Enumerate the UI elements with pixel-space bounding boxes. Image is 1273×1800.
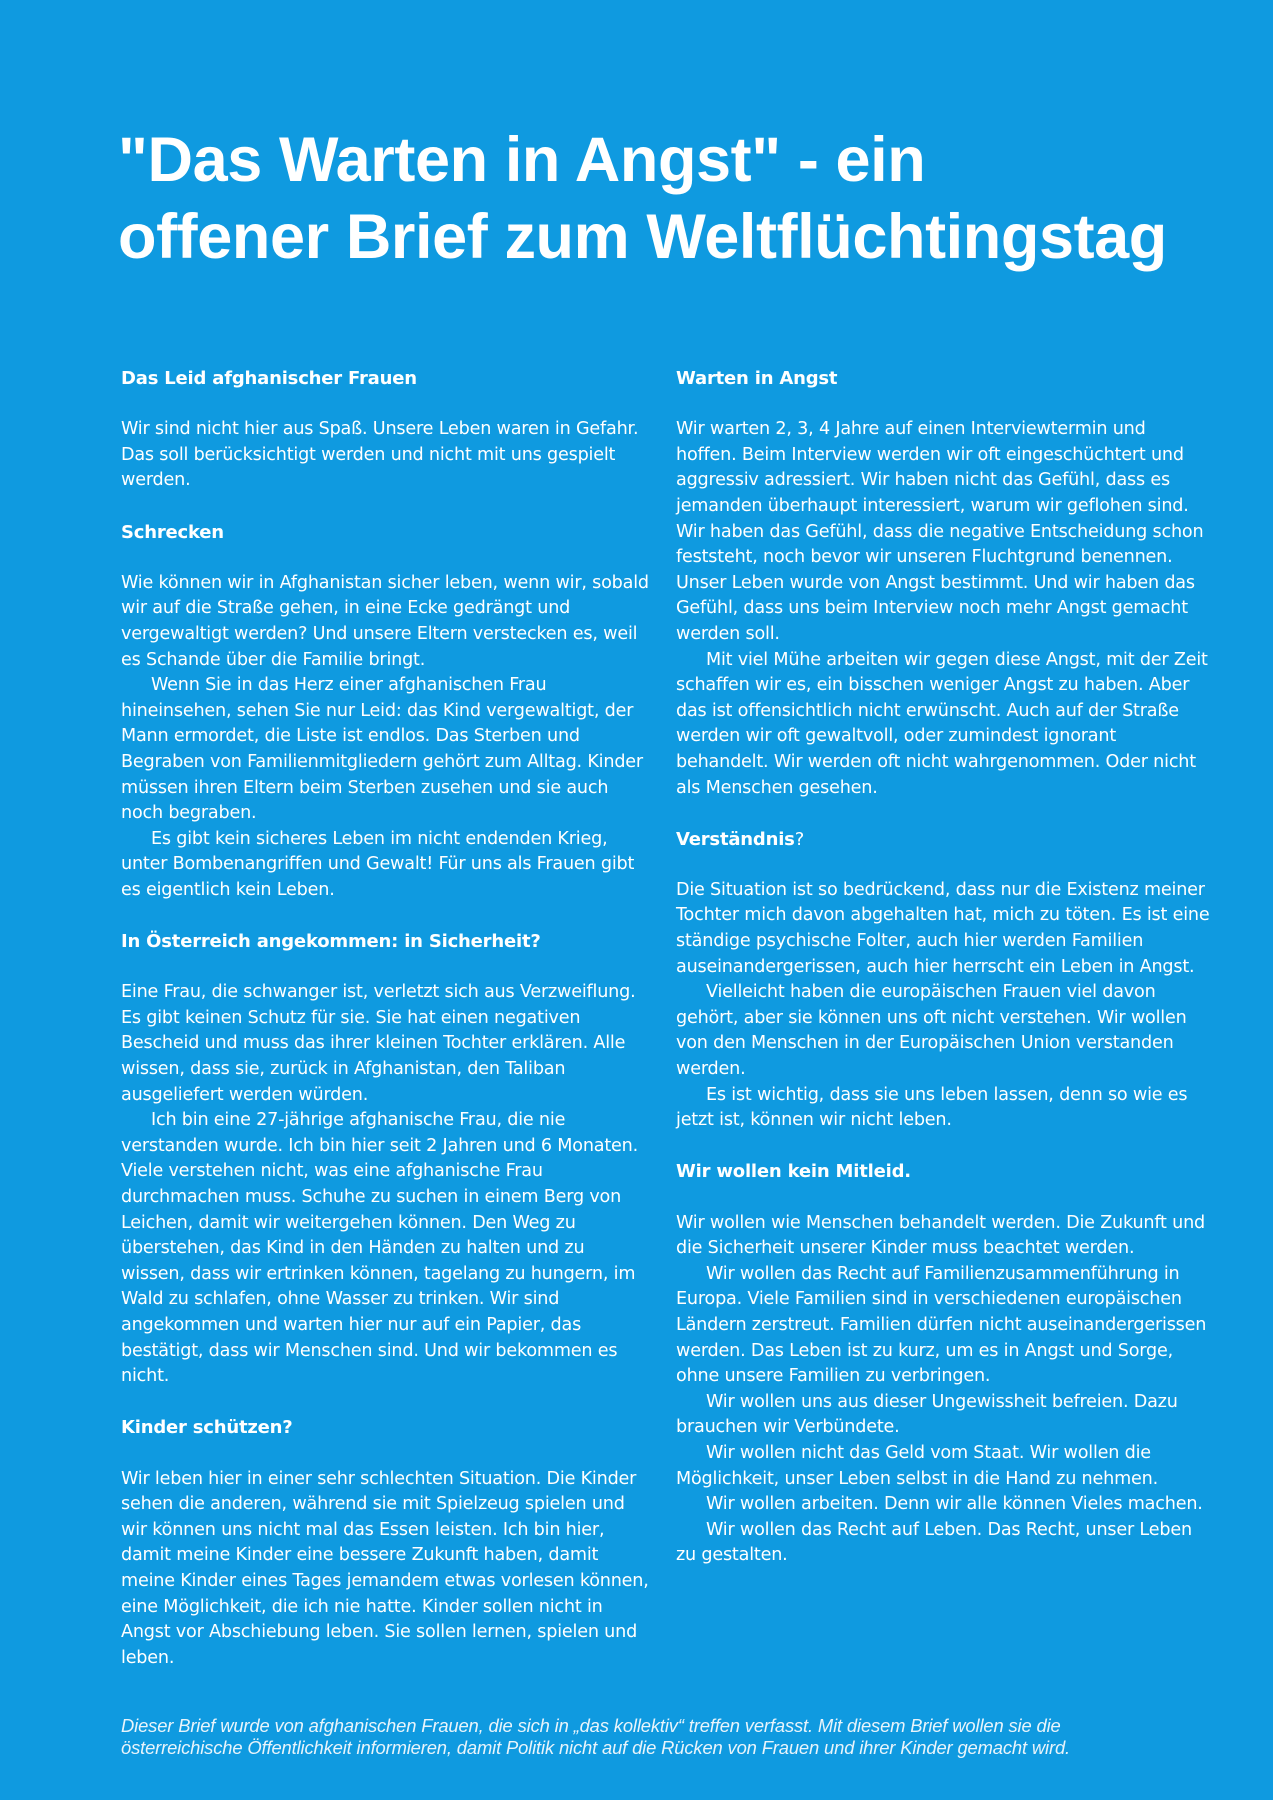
- section-heading: Kinder schützen?: [121, 1417, 293, 1439]
- paragraph: Eine Frau, die schwanger ist, verletzt sich aus Verzweiflung. Es gibt keinen Schutz für sie. Sie hat einen negativen Bescheid und muss das ihrer kleinen Tochter erklären. Alle wissen, dass sie, zurück in Afghanistan, den Taliban ausgeliefert werden würden.: [121, 982, 636, 1105]
- paragraph: Mit viel Mühe arbeiten wir gegen diese Angst, mit der Zeit schaffen wir es, ein bisschen weniger Angst zu haben. Aber das ist offensichtlich nicht erwünscht. Auch auf der Straße werden wir oft gewaltvoll, oder zumindest ignorant behandelt. Wir werden oft nicht wahrgenommen. Oder nicht als Menschen gesehen.: [676, 649, 1208, 798]
- footer-line-1: Dieser Brief wurde von afghanischen Frauen, die sich in „das kollektiv“ treffen verfasst. Mit diesem Brief wollen sie die: [121, 1715, 1061, 1736]
- paragraph: Wir sind nicht hier aus Spaß. Unsere Leben waren in Gefahr. Das soll berücksichtigt werden und nicht mit uns gespielt werden.: [121, 419, 639, 491]
- footer-note: [121, 1715, 1231, 1759]
- paragraph: Wir leben hier in einer sehr schlechten Situation. Die Kinder sehen die anderen, während sie mit Spielzeug spielen und wir können uns nicht mal das Essen leisten. Ich bin hier, damit meine Kinder eine bessere Zukunft haben, damit meine Kinder eines Tages jemandem etwas vorlesen können, eine Möglichkeit, die ich nie hatte. Kinder sollen nicht in Angst vor Abschiebung leben. Sie sollen lernen, spielen und leben.: [121, 1468, 649, 1668]
- paragraph: Die Situation ist so bedrückend, dass nur die Existenz meiner Tochter mich davon abgehalten hat, mich zu töten. Es ist eine ständige psychische Folter, auch hier werden Familien auseinandergerissen, auch hier herrscht ein Leben in Angst.: [676, 879, 1210, 977]
- paragraph: Wie können wir in Afghanistan sicher leben, wenn wir, sobald wir auf die Straße gehen, in eine Ecke gedrängt und vergewaltigt werden? Und unsere Eltern verstecken es, weil es Schande über die Familie bringt.: [121, 572, 649, 670]
- section-mitleid: [676, 1159, 1211, 1569]
- section-heading: Wir wollen kein Mitleid.: [676, 1161, 911, 1183]
- paragraph: Wir warten 2, 3, 4 Jahre auf einen Interviewtermin und hoffen. Beim Interview werden wir oft eingeschüchtert und aggressiv adressiert. Wir haben nicht das Gefühl, dass es jemanden überhaupt interessiert, warum wir geflohen sind. Wir haben das Gefühl, dass die negative Entscheidung schon feststeht, noch bevor wir unseren Fluchtgrund benennen. Unser Leben wurde von Angst bestimmt. Und wir haben das Gefühl, dass uns beim Interview noch mehr Angst gemacht werden soll.: [676, 419, 1204, 644]
- paragraph: Wenn Sie in das Herz einer afghanischen Frau hineinsehen, sehen Sie nur Leid: das Kind vergewaltigt, der Mann ermordet, die Liste ist endlos. Das Sterben und Begraben von Familienmitgliedern gehört zum Alltag. Kinder müssen ihren Eltern beim Sterben zusehen und sie auch noch begraben.: [121, 675, 643, 824]
- title-line-1: "Das Warten in Angst" - ein: [118, 125, 926, 195]
- section-verstaendnis: [676, 827, 1211, 1134]
- section-heading: Schrecken: [121, 521, 224, 543]
- section-oesterreich: [121, 929, 651, 1390]
- section-kinder: [121, 1415, 651, 1671]
- section-heading: Das Leid afghanischer Frauen: [121, 368, 417, 389]
- section-heading: [676, 827, 1211, 853]
- heading-text: Verständnis: [676, 828, 795, 850]
- section-schrecken: [121, 520, 651, 904]
- section-warten: [676, 366, 1211, 801]
- title-line-2: offener Brief zum Weltflüchtingstag: [118, 202, 1167, 272]
- section-heading: Warten in Angst: [676, 368, 838, 389]
- paragraph: Wir wollen arbeiten. Denn wir alle können Vieles machen.: [706, 1494, 1203, 1515]
- paragraph: Es ist wichtig, dass sie uns leben lassen, denn so wie es jetzt ist, können wir nicht leben.: [676, 1084, 1188, 1131]
- section-heading: In Österreich angekommen: in Sicherheit?: [121, 931, 541, 953]
- paragraph: Wir wollen uns aus dieser Ungewissheit befreien. Dazu brauchen wir Verbündete.: [676, 1391, 1178, 1438]
- paragraph: Ich bin eine 27-jährige afghanische Frau, die nie verstanden wurde. Ich bin hier seit 2 Jahren und 6 Monaten. Viele verstehen nicht, was eine afghanische Frau durchmachen muss. Schuhe zu suchen in einem Berg von Leichen, damit wir weitergehen können. Den Weg zu überstehen, das Kind in den Händen zu halten und zu wissen, dass wir ertrinken können, tagelang zu hungern, im Wald zu schlafen, ohne Wasser zu trinken. Wir sind angekommen und warten hier nur auf ein Papier, das bestätigt, dass wir Menschen sind. Und wir bekommen es nicht.: [121, 1110, 639, 1387]
- page-title: [118, 122, 1238, 276]
- heading-suffix: ?: [794, 828, 805, 850]
- right-column: [676, 366, 1211, 1595]
- paragraph: Wir wollen nicht das Geld vom Staat. Wir wollen die Möglichkeit, unser Leben selbst in die Hand zu nehmen.: [676, 1442, 1158, 1489]
- paragraph: Wir wollen wie Menschen behandelt werden. Die Zukunft und die Sicherheit unserer Kinder muss beachtet werden.: [676, 1212, 1205, 1259]
- footer-line-2: österreichische Öffentlichkeit informieren, damit Politik nicht auf die Rücken von Frauen und ihrer Kinder gemacht wird.: [121, 1737, 1070, 1758]
- section-leid: [121, 366, 651, 494]
- paragraph: Es gibt kein sicheres Leben im nicht endenden Krieg, unter Bombenangriffen und Gewalt! Für uns als Frauen gibt es eigentlich kein Leben.: [121, 828, 635, 900]
- paragraph: Wir wollen das Recht auf Familienzusammenführung in Europa. Viele Familien sind in verschiedenen europäischen Ländern zerstreut. Familien dürfen nicht auseinandergerissen werden. Das Leben ist zu kurz, um es in Angst und Sorge, ohne unsere Familien zu verbringen.: [676, 1263, 1207, 1387]
- paragraph: Wir wollen das Recht auf Leben. Das Recht, unser Leben zu gestalten.: [676, 1519, 1192, 1566]
- paragraph: Vielleicht haben die europäischen Frauen viel davon gehört, aber sie können uns oft nicht verstehen. Wir wollen von den Menschen in der Europäischen Union verstanden werden.: [676, 982, 1187, 1080]
- left-column: [121, 366, 651, 1697]
